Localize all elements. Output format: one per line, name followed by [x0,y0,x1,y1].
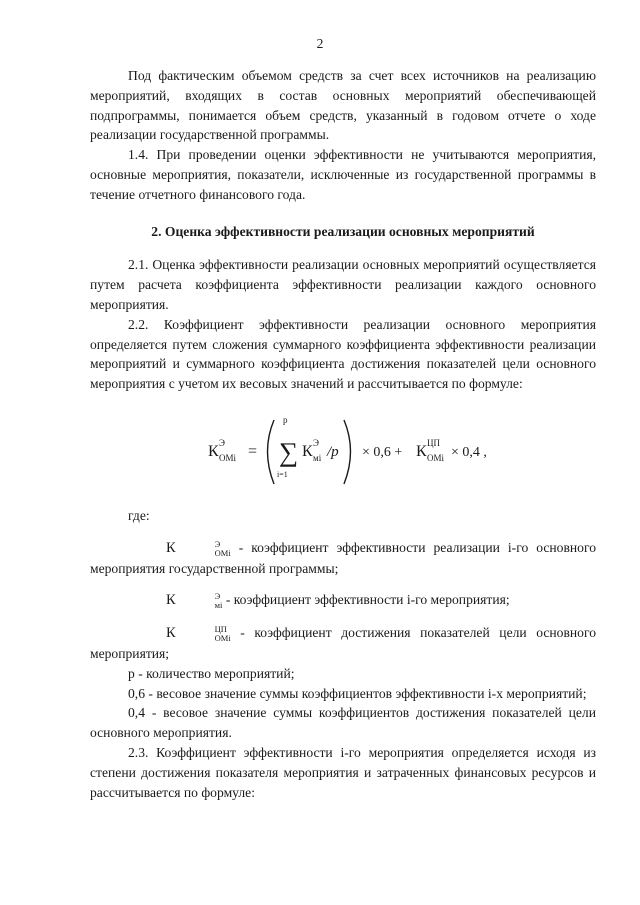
definition-k-cp: К ЦП ОМi - коэффициент достижения показателей цели основного мероприятия; [90,624,596,661]
formula-sum-upper: p [283,414,288,425]
formula-block [90,394,596,506]
formula-sum-sign: ∑ [279,436,299,467]
where-label: где: [128,507,150,523]
formula-times-06: × 0,6 + [362,444,403,460]
definition-k-mi: К Э мi - коэффициент эффективности i-го мероприятия; [90,590,596,611]
formula-right-paren [344,420,351,484]
formula-left-paren [268,420,275,484]
formula-sum-lower: i=1 [277,469,288,479]
paragraph-2-3: 2.3. Коэффициент эффективности i-го мероприятия определяется исходя из степени достижения показателя мероприятия и затраченных финансовых ресурсов и рассчитывается по формуле: [90,744,596,800]
formula-equals: = [248,442,258,460]
formula-sup-e-mi: Э [313,437,319,448]
formula-sub-om-cp: ОМi [427,452,445,463]
definition-p: р - количество мероприятий; [128,665,295,681]
formula-sub-om-lhs: ОМi [219,452,237,463]
definition-k-om: К Э ОМi - коэффициент эффективности реализации i-го основного мероприятия государственной программы; [90,538,596,576]
formula-k-mi: К [302,442,313,460]
term-k-cp: К ЦП ОМi [166,624,231,644]
formula-sub-mi: мi [313,452,322,463]
definition-weight-06: 0,6 - весовое значение суммы коэффициентов эффективности i-х мероприятий; [128,685,587,701]
definition-weight-04: 0,4 - весовое значение суммы коэффициентов достижения показателей цели основного мероприятия. [90,705,596,741]
page-number: 2 [316,36,324,51]
formula-times-04: × 0,4 , [451,444,487,460]
formula-sup-cp: ЦП [427,437,440,448]
formula-sup-e-lhs: Э [219,437,225,448]
paragraph-2-2: 2.2. Коэффициент эффективности реализации основного мероприятия определяется путем сложения суммарного коэффициента эффективности реализации мероприятий и суммарного коэффициента достижения показателей цели основного мероприятия с учетом их весовых значений и рассчитывается по формуле: [90,316,596,392]
section-heading: 2. Оценка эффективности реализации основных мероприятий [151,223,535,239]
formula-k-lhs: К [208,442,219,460]
document-body [90,66,596,802]
term-k-mi: К Э мi [166,591,223,611]
term-k-om: К Э ОМi [166,538,231,558]
paragraph-1-4: 1.4. При проведении оценки эффективности не учитываются мероприятия, основные мероприятия, показатели, исключенные из государственной программы в течение отчетного финансового года. [90,147,596,202]
formula-k-cp: К [416,442,427,460]
paragraph-actual-volume: Под фактическим объемом средств за счет всех источников на реализацию мероприятий, входящих в состав основных мероприятий обеспечивающей подпрограммы, понимается объем средств, указанный в годовом отчете о ходе реализации государственной программы. [90,68,596,143]
formula-div-p: /p [327,443,339,460]
paragraph-2-1: 2.1. Оценка эффективности реализации основных мероприятий осуществляется путем расчета коэффициента эффективности реализации каждого основного мероприятия. [90,257,596,312]
formula-svg [208,400,498,500]
